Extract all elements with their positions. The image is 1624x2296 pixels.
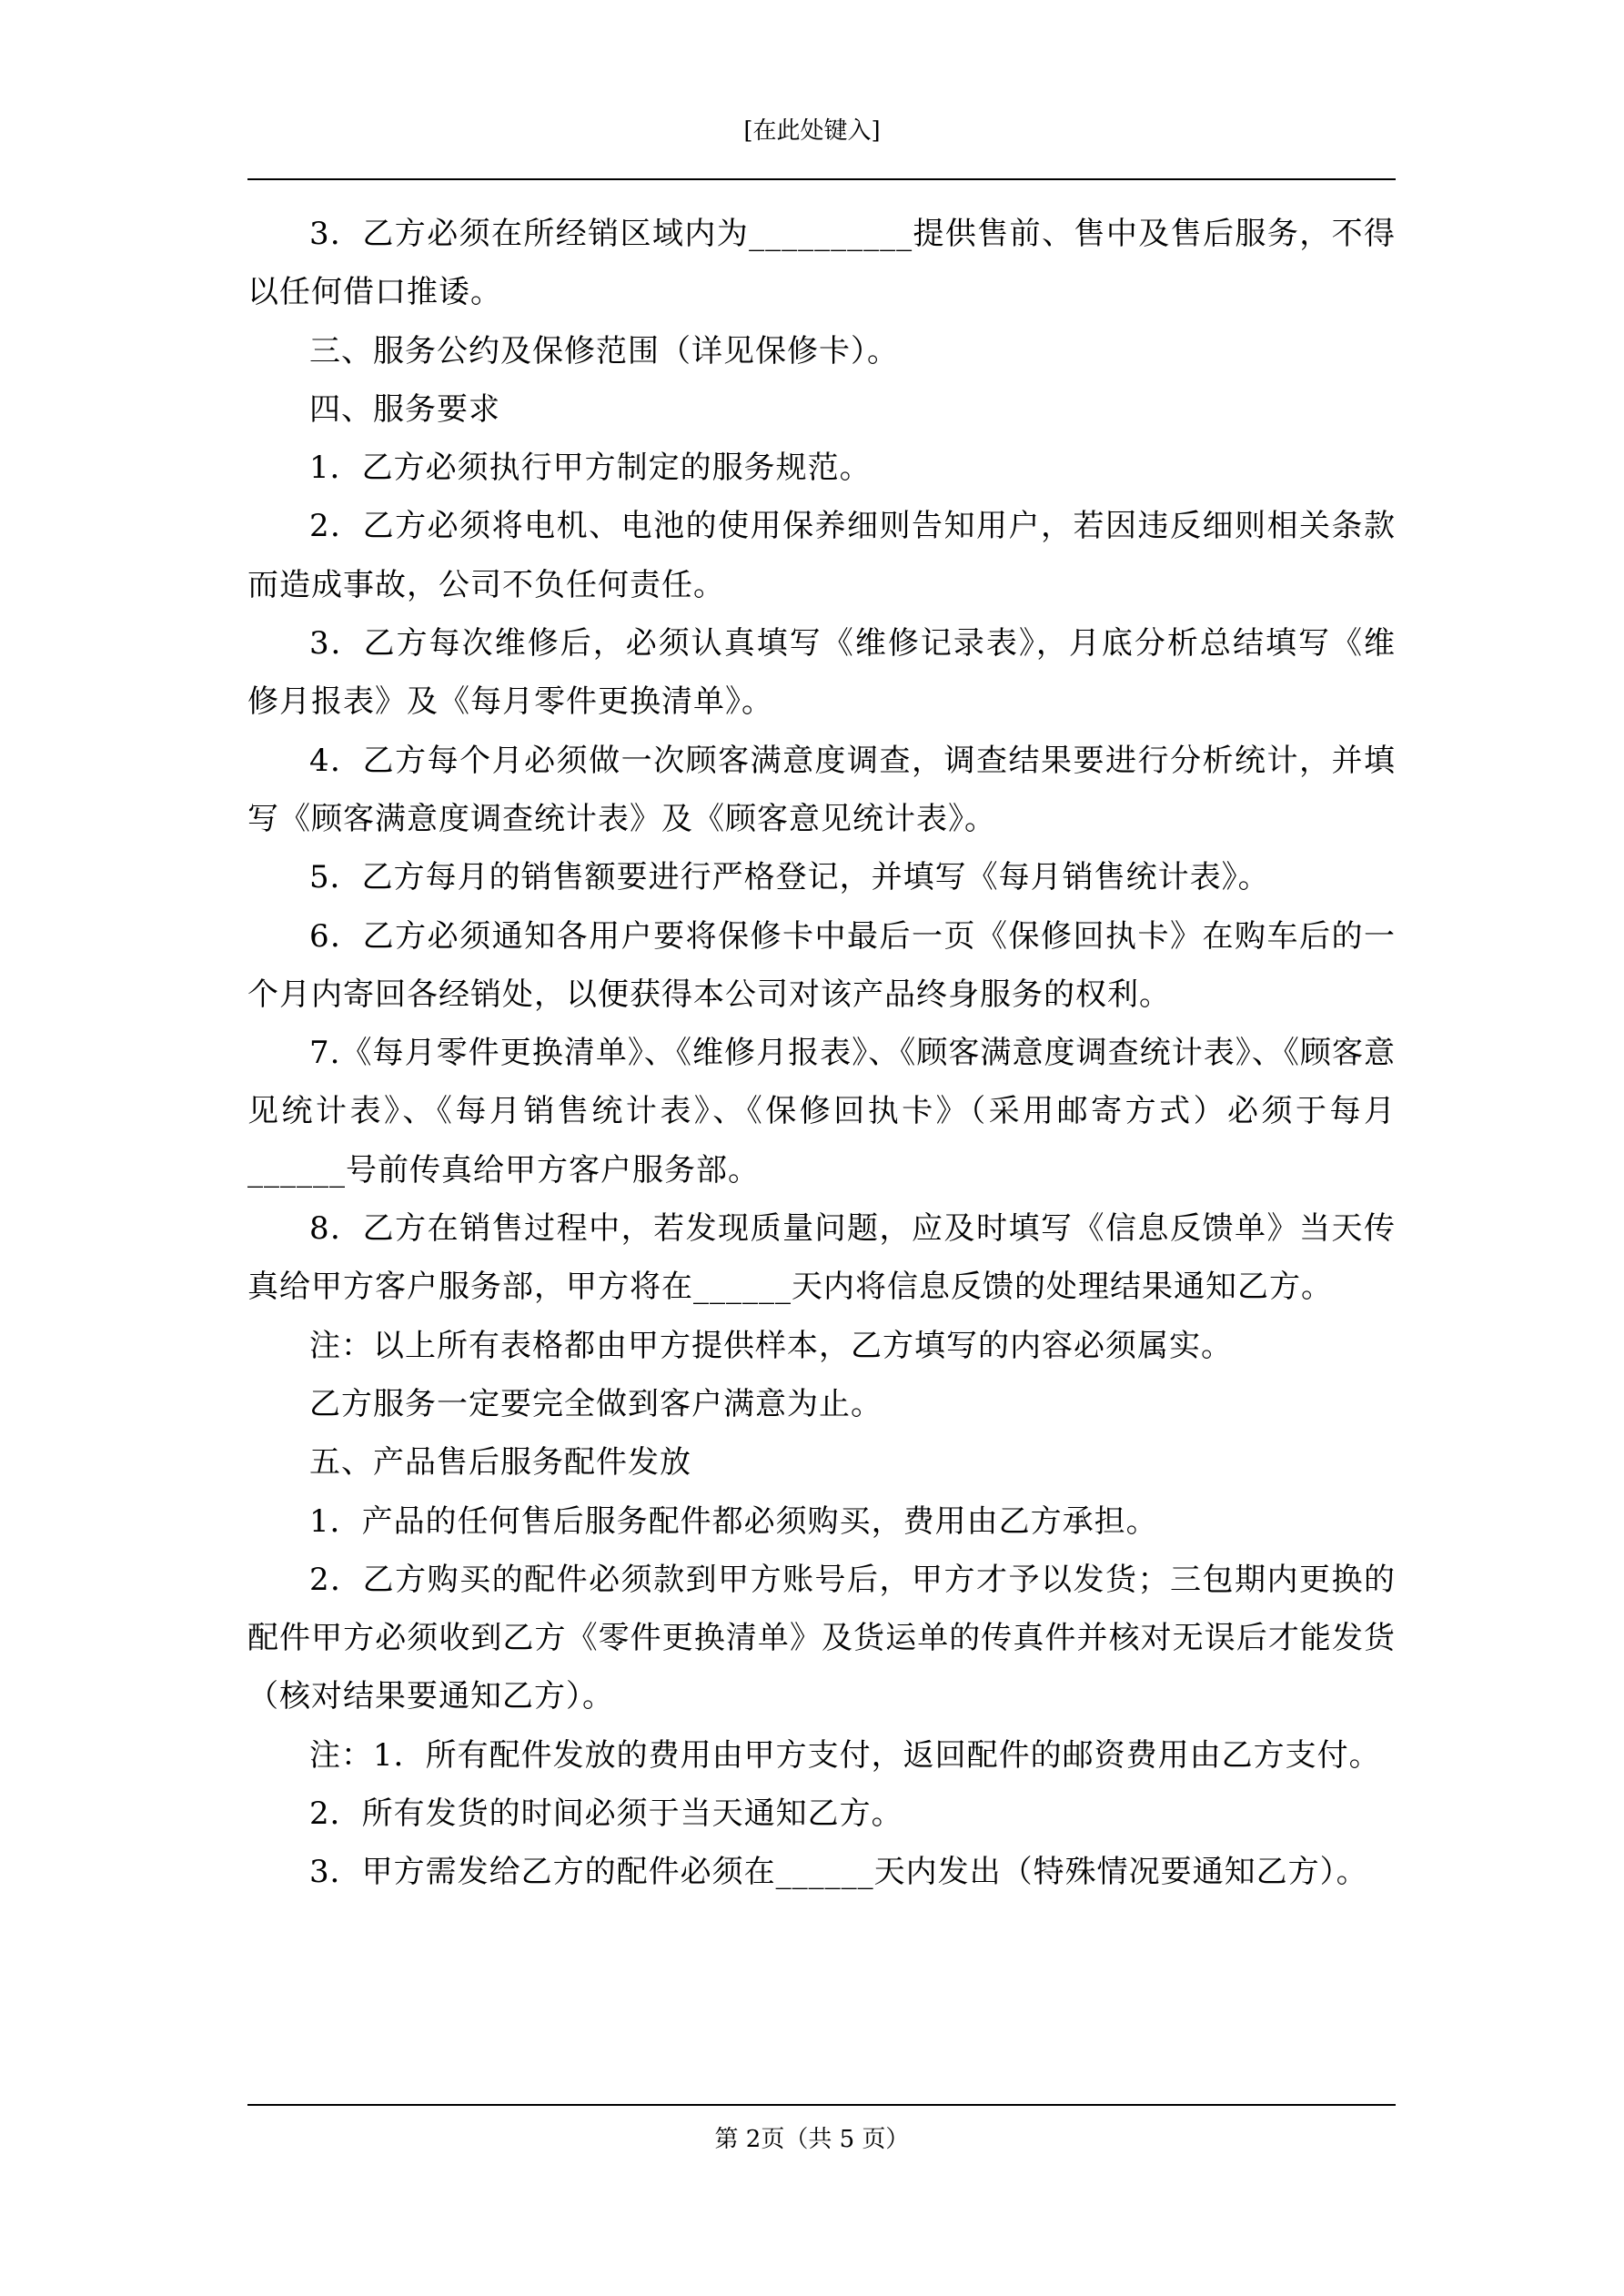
document-body <box>247 205 1396 1902</box>
heading-service-requirements: 四、服务要求 <box>309 390 500 428</box>
paragraph-service-scope: 3．乙方必须在所经销区域内为__________提供售前、售中及售后服务，不得以任何借口推诿。 <box>247 216 1396 311</box>
paragraph-parts-2: 2．乙方购买的配件必须款到甲方账号后，甲方才予以发货；三包期内更换的配件甲方必须收到乙方《零件更换清单》及货运单的传真件并核对无误后才能发货（核对结果要通知乙方）。 <box>247 1561 1396 1715</box>
footer-rule <box>247 2104 1396 2106</box>
page-footer: 第 2页（共 5 页） <box>714 2126 910 2153</box>
paragraph-req-4: 4．乙方每个月必须做一次顾客满意度调查，调查结果要进行分析统计，并填写《顾客满意度调查统计表》及《顾客意见统计表》。 <box>247 742 1396 837</box>
paragraph-req-5: 5．乙方每月的销售额要进行严格登记，并填写《每月销售统计表》。 <box>309 859 1270 896</box>
paragraph-note-forms: 注：以上所有表格都由甲方提供样本，乙方填写的内容必须属实。 <box>309 1327 1233 1364</box>
paragraph-note-notice: 2．所有发货的时间必须于当天通知乙方。 <box>309 1795 903 1833</box>
heading-parts-distribution: 五、产品售后服务配件发放 <box>309 1444 691 1482</box>
heading-service-pledge: 三、服务公约及保修范围（详见保修卡）。 <box>309 332 899 369</box>
paragraph-satisfaction: 乙方服务一定要完全做到客户满意为止。 <box>309 1385 883 1422</box>
paragraph-req-1: 1．乙方必须执行甲方制定的服务规范。 <box>309 450 872 487</box>
paragraph-req-3: 3．乙方每次维修后，必须认真填写《维修记录表》，月底分析总结填写《维修月报表》及《每月零件更换清单》。 <box>247 625 1396 721</box>
header-rule <box>247 178 1396 180</box>
page-header: [在此处键入] <box>743 117 881 145</box>
paragraph-req-2: 2．乙方必须将电机、电池的使用保养细则告知用户，若因违反细则相关条款而造成事故，公司不负任何责任。 <box>247 508 1396 603</box>
paragraph-req-6: 6．乙方必须通知各用户要将保修卡中最后一页《保修回执卡》在购车后的一个月内寄回各经销处，以便获得本公司对该产品终身服务的权利。 <box>247 917 1396 1013</box>
paragraph-note-shipping-cost: 注：1．所有配件发放的费用由甲方支付，返回配件的邮资费用由乙方支付。 <box>309 1736 1381 1774</box>
paragraph-req-7: 7.《每月零件更换清单》、《维修月报表》、《顾客满意度调查统计表》、《顾客意见统计表》、《每月销售统计表》、《保修回执卡》（采用邮寄方式）必须于每月______号前传真给甲方客户服务部。 <box>247 1035 1396 1188</box>
paragraph-parts-1: 1．产品的任何售后服务配件都必须购买，费用由乙方承担。 <box>309 1502 1158 1540</box>
paragraph-note-dispatch: 3．甲方需发给乙方的配件必须在______天内发出（特殊情况要通知乙方）。 <box>309 1854 1368 1891</box>
paragraph-req-8: 8．乙方在销售过程中，若发现质量问题，应及时填写《信息反馈单》当天传真给甲方客户服务部，甲方将在______天内将信息反馈的处理结果通知乙方。 <box>247 1210 1396 1306</box>
